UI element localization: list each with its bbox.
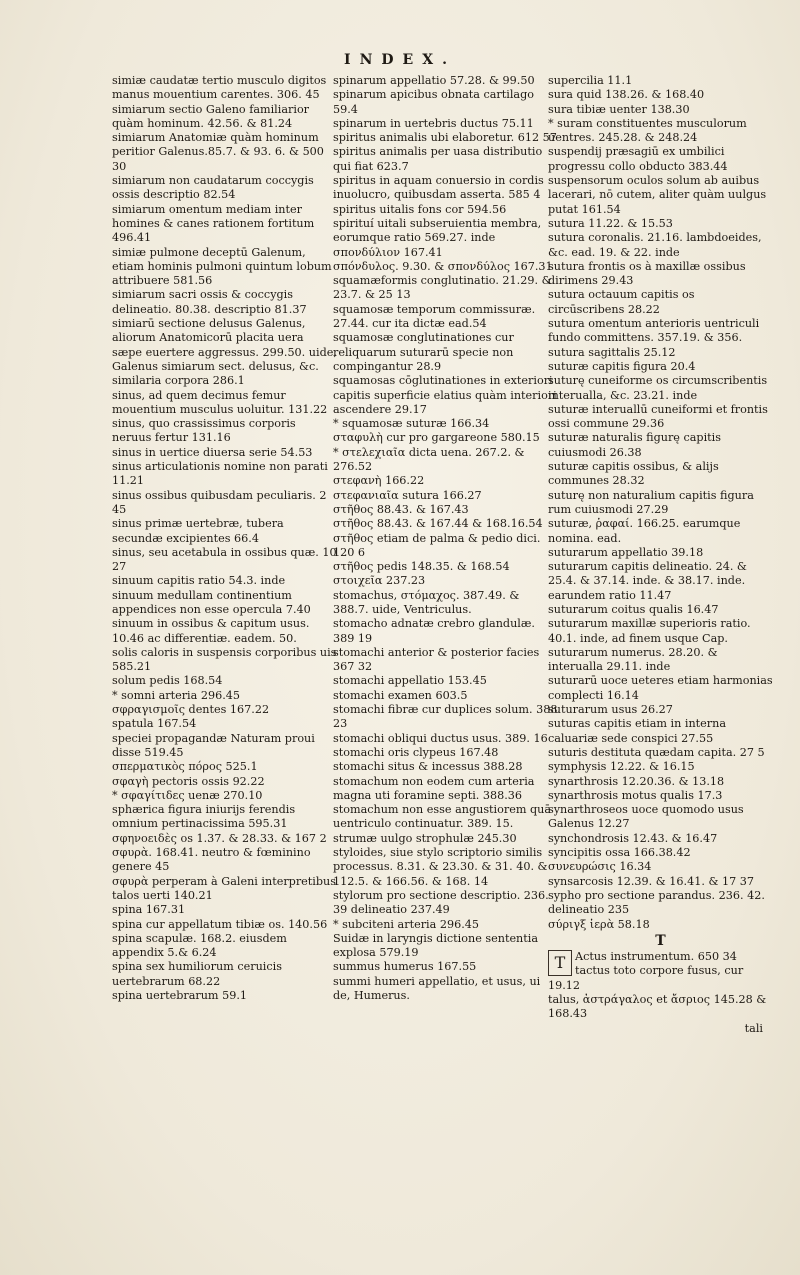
index-entry: suturę non naturalium capitis figura rum cuiusmodi 27.29 (548, 488, 754, 516)
index-entry: * somni arteria 296.45 (112, 688, 241, 702)
index-entry: sinus in uertice diuersa serie 54.53 (112, 445, 313, 459)
index-entry: * suram constituentes musculorum uentres. 245.28. & 248.24 (548, 116, 747, 145)
index-entry: Actus instrumentum. 650 34 (575, 950, 737, 964)
index-entry: Suidæ in laryngis dictione sententia explosa 579.19 (333, 931, 539, 960)
index-entry: squamæformis conglutinatio. 21.29. & 23.7. & 25 13 (333, 274, 552, 302)
index-entry: simiarum omentum mediam inter homines & canes rationem fortitum 496.41 (112, 202, 315, 245)
index-entry: squamosæ temporum commissuræ. 27.44. cur ita dictæ ead.54 (333, 302, 536, 331)
index-entry: spiritus in aquam conuersio in cordis inuolucro, quibusdam asserta. 585 4 (333, 174, 544, 202)
decorated-initial: T (548, 950, 572, 976)
index-entry: synarthrosis 12.20.36. & 13.18 (548, 774, 725, 788)
index-entry: sutura sagittalis 25.12 (548, 345, 676, 359)
index-entry: * στελεχιαῖα dicta uena. 267.2. & 276.52 (333, 445, 525, 474)
index-entry: στῆθος etiam de palma & pedio dici. 120 6 (333, 531, 541, 559)
index-entry: suturarum usus 26.27 (548, 703, 673, 717)
index-entry: sutura frontis os à maxillæ ossibus dirimens 29.43 (548, 259, 746, 288)
index-entry: suturæ interuallū cuneiformi et frontis ossi commune 29.36 (548, 402, 768, 431)
index-entry: suturis destituta quædam capita. 27 5 (548, 745, 765, 759)
index-entry: στῆθος 88.43. & 167.43 (333, 502, 469, 516)
index-entry: simiæ caudatæ tertio musculo digitos manus mouentium carentes. 306. 45 (112, 74, 327, 102)
index-entry: suturas capitis etiam in interna caluariæ sede conspici 27.55 (548, 717, 727, 745)
index-entry: * squamosæ suturæ 166.34 (333, 417, 490, 431)
index-entry: stomachum non eodem cum arteria magna uti foramine septi. 388.36 (333, 774, 535, 802)
index-entry: stomachi fibræ cur duplices solum. 388 23 (333, 703, 558, 731)
index-entry: stomachi appellatio 153.45 (333, 674, 487, 688)
index-entry: spina 167.31 (112, 903, 186, 917)
index-entry: στοιχεῖα 237.23 (333, 574, 426, 588)
index-entry: sutura octauum capitis os circūscribens 28.22 (548, 288, 695, 316)
index-entry: supercilia 11.1 (548, 74, 633, 87)
index-entry: στεφανὴ 166.22 (333, 474, 425, 488)
index-entry: σφαγὴ pectoris ossis 92.22 (112, 774, 265, 788)
index-entry: sinus, quo crassissimus corporis neruus fertur 131.16 (112, 417, 296, 445)
index-entry: sutura 11.22. & 15.53 (548, 216, 673, 230)
index-entry: suturarum capitis delineatio. 24. & 25.4. & 37.14. inde. & 38.17. inde. earundem ratio 11.47 (548, 560, 747, 602)
index-entry: στῆθος 88.43. & 167.44 & 168.16.54 (333, 517, 543, 531)
index-entry: summi humeri appellatio, et usus, ui de, Humerus. (333, 974, 541, 1002)
index-entry: sinuum capitis ratio 54.3. inde (112, 574, 286, 588)
index-entry: spina uertebrarum 59.1 (112, 989, 248, 1002)
index-entry: sinus ossibus quibusdam peculiaris. 2 45 (112, 488, 327, 516)
index-entry: synarthrosis motus qualis 17.3 (548, 788, 723, 802)
index-entry: spirituí uitali subseruientia membra, eorumque ratio 569.27. inde (333, 216, 542, 245)
index-entry: suturæ capitis figura 20.4 (548, 359, 696, 373)
index-entry: stomachi obliqui ductus usus. 389. 16 (333, 731, 548, 745)
index-entry: σταφυλὴ cur pro gargareone 580.15 (333, 431, 540, 445)
index-entry: sutura coronalis. 21.16. lambdoeides, &c. ead. 19. & 22. inde (548, 231, 762, 259)
index-entry: simiarum sectio Galeno familiarior quàm hominum. 42.56. & 81.24 (112, 102, 310, 130)
index-entry: σφραγισμοῖς dentes 167.22 (112, 703, 270, 717)
index-entry: styloides, siue stylo scriptorio similis processus. 8.31. & 23.30. & 31. 40. & 112.5. & 166.56. & 168. 14 (333, 846, 548, 888)
index-entry: squamosas cōglutinationes in exteriori capitis superficie elatius quàm interiori ascendere 29.17 (333, 374, 557, 416)
index-entry: spina sex humiliorum ceruicis uertebrarum 68.22 (112, 960, 282, 988)
index-entry: σύριγξ ἱερὰ 58.18 (548, 917, 650, 931)
index-entry: stomachi anterior & posterior facies 367 32 (333, 645, 540, 674)
index-entry: suturarum maxillæ superioris ratio. 40.1. inde, ad finem usque Cap. (548, 617, 751, 645)
index-entry: suturarū uoce ueteres etiam harmonias complecti 16.14 (548, 674, 773, 702)
index-entry: sypho pro sectione parandus. 236. 42. delineatio 235 (548, 888, 765, 917)
index-entry: sinus articulationis nomine non parati 11.21 (112, 460, 328, 488)
index-entry: suturarum numerus. 28.20. & interualla 29.11. inde (548, 645, 718, 674)
section-t-block (548, 950, 773, 1021)
index-entry: sura quid 138.26. & 168.40 (548, 88, 705, 102)
index-entry: * σφαγίτιδες uenæ 270.10 (112, 788, 263, 802)
index-column-middle (333, 74, 558, 1003)
index-entry: spinarum appellatio 57.28. & 99.50 (333, 74, 535, 87)
index-entry: similaria corpora 286.1 (112, 374, 245, 388)
index-entry: stomachi situs & incessus 388.28 (333, 760, 523, 774)
index-entry: suturæ, ῥαφαί. 166.25. earumque nomina. ead. (548, 517, 741, 545)
index-entry: suspendij præsagiū ex umbilici progressu collo obducto 383.44 (548, 145, 728, 173)
index-entry: simiarum Anatomiæ quàm hominum peritior Galenus.85.7. & 93. 6. & 500 30 (112, 131, 324, 173)
index-entry: summus humerus 167.55 (333, 960, 477, 974)
index-entry: spiritus animalis per uasa distributio qui fiat 623.7 (333, 145, 543, 173)
index-entry: simiarum non caudatarum coccygis ossis descriptio 82.54 (112, 174, 314, 202)
index-entry: sinuum medullam continentium appendices non esse opercula 7.40 (112, 588, 311, 616)
index-entry: σφηνοειδὲς os 1.37. & 28.33. & 167 2 (112, 831, 327, 845)
index-entry: sinus, ad quem decimus femur mouentium musculus uoluitur. 131.22 (112, 388, 328, 416)
index-column-left (112, 74, 337, 1003)
index-entry: stylorum pro sectione descriptio. 236. 39 delineatio 237.49 (333, 888, 549, 917)
index-entry: sinus primæ uertebræ, tubera secundæ excipientes 66.4 (112, 517, 284, 545)
index-entry: συνευρώσις 16.34 (548, 860, 652, 874)
index-entry: spinarum in uertebris ductus 75.11 (333, 116, 534, 130)
index-entry: symphysis 12.22. & 16.15 (548, 760, 695, 774)
index-entry: speciei propagandæ Naturam proui disse 519.45 (112, 731, 315, 759)
index-entry: synchondrosis 12.43. & 16.47 (548, 831, 718, 845)
index-entry: * subciteni arteria 296.45 (333, 917, 479, 931)
index-entry: στεφανιαῖα sutura 166.27 (333, 488, 482, 502)
index-entry: solis caloris in suspensis corporibus uis 585.21 (112, 645, 337, 674)
index-entry: sinuum in ossibus & capitum usus. 10.46 ac differentiæ. eadem. 50. (112, 617, 310, 645)
index-entry: suturæ naturalis figurę capitis cuiusmodi 26.38 (548, 431, 721, 459)
index-entry: squamosæ conglutinationes cur reliquarum suturarū specie non compingantur 28.9 (333, 331, 514, 373)
index-entry: syncipitis ossa 166.38.42 (548, 846, 691, 860)
index-entry: stomachus, στόμαχος. 387.49. & 388.7. uide, Ventriculus. (333, 588, 520, 616)
index-entry: σφυρὰ. 168.41. neutro & fœminino genere 45 (112, 846, 311, 874)
index-entry: strumæ uulgo strophulæ 245.30 (333, 831, 517, 845)
index-entry: spina cur appellatum tibiæ os. 140.56 (112, 917, 328, 931)
index-entry: suturarum coitus qualis 16.47 (548, 602, 719, 616)
index-entry: suturæ capitis ossibus, & alijs communes 28.32 (548, 460, 719, 488)
index-entry: στῆθος pedis 148.35. & 168.54 (333, 560, 510, 574)
index-entry: σπονδύλιον 167.41 (333, 245, 443, 259)
index-entry: stomachi examen 603.5 (333, 688, 468, 702)
index-entry: suturarum appellatio 39.18 (548, 545, 704, 559)
index-entry: spinarum apicibus obnata cartilago 59.4 (333, 88, 534, 116)
index-entry: solum pedis 168.54 (112, 674, 223, 688)
index-entry: simiarū sectione delusus Galenus, aliorum Anatomicorū placita uera sæpe euertere aggressus. 299.50. uide, Galenus simiarum sect. delusus, &c. (112, 317, 337, 373)
index-entry: spatula 167.54 (112, 717, 197, 731)
index-entry: spiritus animalis ubi elaboretur. 612 57 (333, 131, 557, 145)
index-entry: spiritus uitalis fons cor 594.56 (333, 202, 507, 216)
index-entry: stomachum non esse angustiorem quā uentriculo continuatur. 389. 15. (333, 803, 552, 831)
index-column-right (548, 74, 773, 1036)
index-entry: simiarum sacri ossis & coccygis delineatio. 80.38. descriptio 81.37 (112, 288, 307, 316)
catchword: tali (744, 1021, 763, 1035)
index-entry: sura tibiæ uenter 138.30 (548, 102, 690, 116)
index-entry: sutura omentum anterioris uentriculi fundo committens. 357.19. & 356. (548, 317, 760, 345)
index-entry: sinus, seu acetabula in ossibus quæ. 10 27 (112, 545, 337, 574)
page-header: INDEX. (344, 52, 456, 68)
index-entry: suturę cuneiforme os circumscribentis interualla, &c. 23.21. inde (548, 374, 768, 402)
index-entry: talus, ἀστράγαλος et ἄσριος 145.28 & 168.43 (548, 993, 767, 1021)
index-entry: tactus toto corpore fusus, cur 19.12 (548, 964, 744, 992)
index-entry: suspensorum oculos solum ab auibus lacerari, nō cutem, aliter quàm uulgus putat 161.54 (548, 174, 767, 216)
index-entry: σφυρὰ perperam à Galeni interpretibus talos uerti 140.21 (112, 874, 336, 902)
index-entry: simiæ pulmone deceptū Galenum, etiam hominis pulmoni quintum lobum attribuere 581.56 (112, 245, 332, 288)
index-entry: spina scapulæ. 168.2. eiusdem appendix 5.& 6.24 (112, 931, 287, 960)
index-entry: σπόνδυλος. 9.30. & σπονδύλος 167.31 (333, 259, 553, 273)
index-entry: synsarcosis 12.39. & 16.41. & 17 37 (548, 874, 754, 888)
index-entry: stomachi oris clypeus 167.48 (333, 745, 499, 759)
index-entry: synarthroseos uoce quomodo usus Galenus 12.27 (548, 803, 744, 831)
index-entry: sphærica figura iniurijs ferendis omnium pertinacissima 595.31 (112, 803, 296, 831)
index-entry: stomacho adnatæ crebro glandulæ. 389 19 (333, 617, 535, 645)
section-letter-heading: T (655, 932, 666, 949)
index-entry: σπερματικὸς πόρος 525.1 (112, 760, 258, 774)
